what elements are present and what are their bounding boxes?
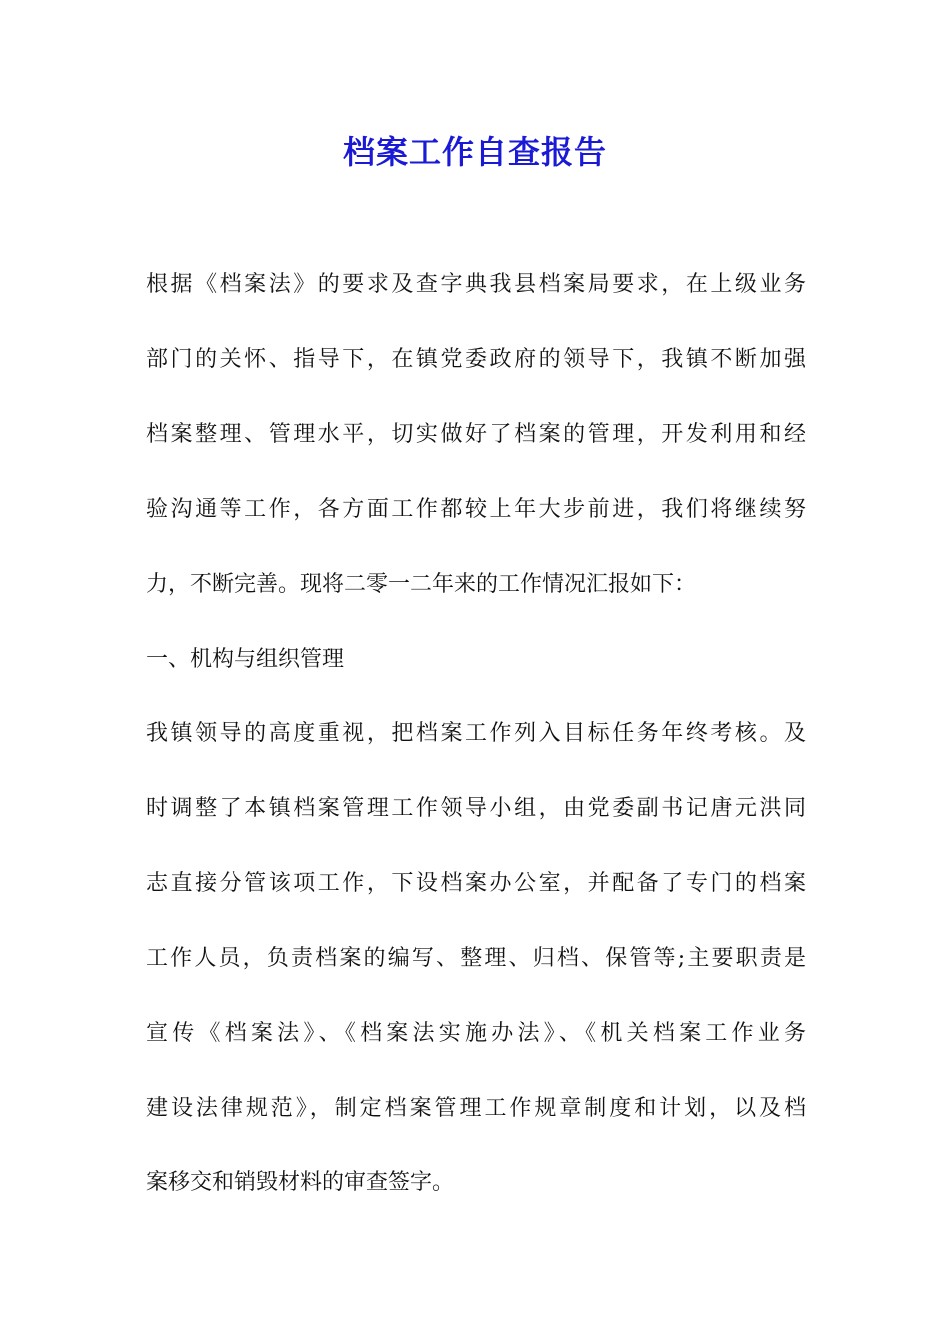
section-heading: 一、机构与组织管理 (146, 647, 345, 672)
paragraph-line: 案移交和销毁材料的审查签字。 (146, 1170, 455, 1195)
paragraph-line: 根据《档案法》的要求及查字典我县档案局要求，在上级业务 (146, 272, 806, 297)
paragraph-line: 部门的关怀、指导下，在镇党委政府的领导下，我镇不断加强 (146, 347, 806, 372)
paragraph-line: 宣传《档案法》、《档案法实施办法》、《机关档案工作业务 (146, 1021, 806, 1046)
paragraph-line: 建设法律规范》，制定档案管理工作规章制度和计划，以及档 (146, 1096, 806, 1121)
paragraph-line: 时调整了本镇档案管理工作领导小组，由党委副书记唐元洪同 (146, 796, 806, 821)
paragraph-line: 志直接分管该项工作，下设档案办公室，并配备了专门的档案 (146, 871, 806, 896)
document-title: 档案工作自查报告 (342, 133, 607, 171)
paragraph-line: 力，不断完善。现将二零一二年来的工作情况汇报如下： (146, 572, 697, 597)
paragraph-line: 档案整理、管理水平，切实做好了档案的管理，开发利用和经 (146, 422, 806, 447)
paragraph-line: 工作人员，负责档案的编写、整理、归档、保管等;主要职责是 (146, 946, 806, 971)
paragraph-line: 验沟通等工作，各方面工作都较上年大步前进，我们将继续努 (146, 497, 806, 522)
paragraph-line: 我镇领导的高度重视，把档案工作列入目标任务年终考核。及 (146, 721, 806, 746)
